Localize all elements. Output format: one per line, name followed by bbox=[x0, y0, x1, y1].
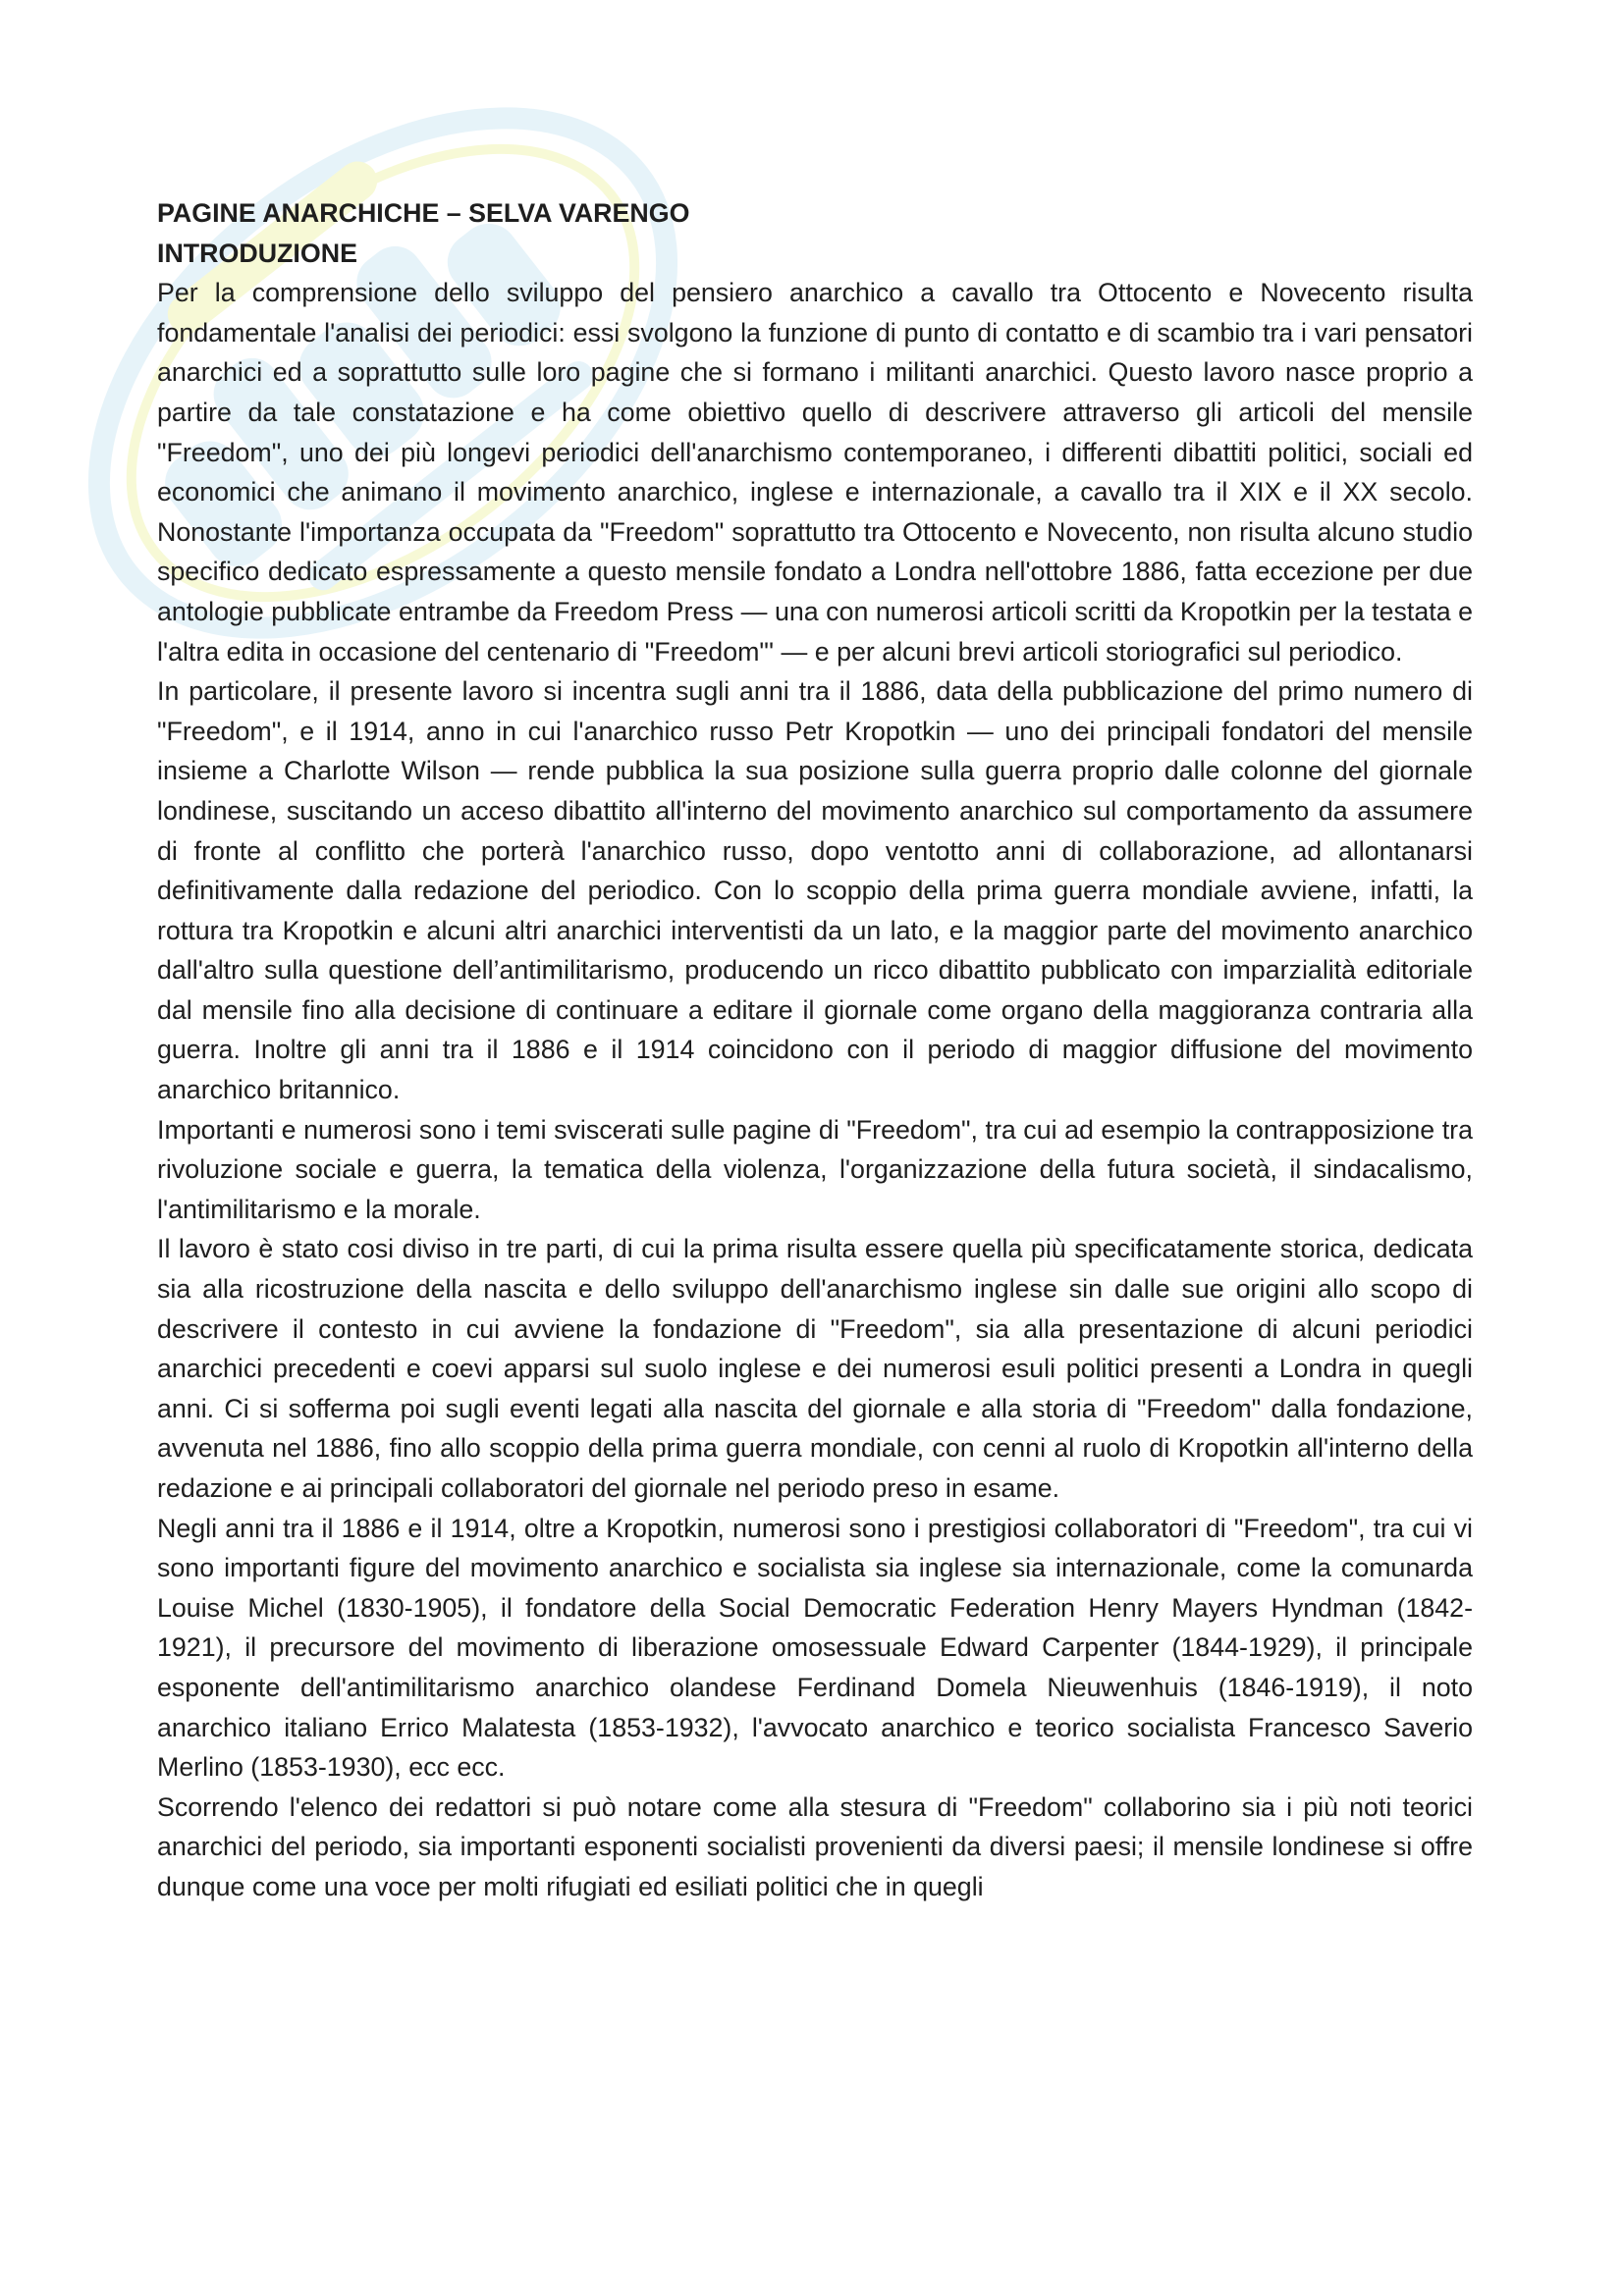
paragraph: Il lavoro è stato cosi diviso in tre parti, di cui la prima risulta essere quella più specificatamente storica, dedicata sia alla ricostruzione della nascita e dello sviluppo dell'anarchismo inglese sin dalle sue origini allo scopo di descrivere il contesto in cui avviene la fondazione di "Freedom", sia alla presentazione di alcuni periodici anarchici precedenti e coevi apparsi sul suolo inglese e dei numerosi esuli politici presenti a Londra in quegli anni. Ci si sofferma poi sugli eventi legati alla nascita del giornale e alla storia di "Freedom" dalla fondazione, avvenuta nel 1886, fino allo scoppio della prima guerra mondiale, con cenni al ruolo di Kropotkin all'interno della redazione e ai principali collaboratori del giornale nel periodo preso in esame. bbox=[157, 1234, 1473, 1503]
document-body bbox=[157, 193, 1473, 1907]
document-title: PAGINE ANARCHICHE – SELVA VARENGO bbox=[157, 198, 690, 228]
paragraph: Scorrendo l'elenco dei redattori si può notare come alla stesura di "Freedom" collaborino sia i più noti teorici anarchici del periodo, sia importanti esponenti socialisti provenienti da diversi paesi; il mensile londinese si offre dunque come una voce per molti rifugiati ed esiliati politici che in quegli bbox=[157, 1791, 1473, 1901]
paragraph: Per la comprensione dello sviluppo del pensiero anarchico a cavallo tra Ottocento e Novecento risulta fondamentale l'analisi dei periodici: essi svolgono la funzione di punto di contatto e di scambio tra i vari pensatori anarchici ed a soprattutto sulle loro pagine che si formano i militanti anarchici. Questo lavoro nasce proprio a partire da tale constatazione e ha come obiettivo quello di descrivere attraverso gli articoli del mensile "Freedom", uno dei più longevi periodici dell'anarchismo contemporaneo, i differenti dibattiti politici, sociali ed economici che animano il movimento anarchico, inglese e internazionale, a cavallo tra il XIX e il XX secolo. Nonostante l'importanza occupata da "Freedom" soprattutto tra Ottocento e Novecento, non risulta alcuno studio specifico dedicato espressamente a questo mensile fondato a Londra nell'ottobre 1886, fatta eccezione per due antologie pubblicate entrambe da Freedom Press — una con numerosi articoli scritti da Kropotkin per la testata e l'altra edita in occasione del centenario di "Freedom"' — e per alcuni brevi articoli storiografici sul periodico. bbox=[157, 278, 1473, 667]
section-heading: INTRODUZIONE bbox=[157, 238, 357, 268]
paragraph: In particolare, il presente lavoro si incentra sugli anni tra il 1886, data della pubblicazione del primo numero di "Freedom", e il 1914, anno in cui l'anarchico russo Petr Kropotkin — uno dei principali fondatori del mensile insieme a Charlotte Wilson — rende pubblica la sua posizione sulla guerra proprio dalle colonne del giornale londinese, suscitando un acceso dibattito all'interno del movimento anarchico sul comportamento da assumere di fronte al conflitto che porterà l'anarchico russo, dopo ventotto anni di collaborazione, ad allontanarsi definitivamente dalla redazione del periodico. Con lo scoppio della prima guerra mondiale avviene, infatti, la rottura tra Kropotkin e alcuni altri anarchici interventisti da un lato, e la maggior parte del movimento anarchico dall'altro sulla questione dell’antimilitarismo, producendo un ricco dibattito pubblicato con imparzialità editoriale dal mensile fino alla decisione di continuare a editare il giornale come organo della maggioranza contraria alla guerra. Inoltre gli anni tra il 1886 e il 1914 coincidono con il periodo di maggior diffusione del movimento anarchico britannico. bbox=[157, 676, 1473, 1105]
paragraph: Negli anni tra il 1886 e il 1914, oltre a Kropotkin, numerosi sono i prestigiosi collaboratori di "Freedom", tra cui vi sono importanti figure del movimento anarchico e socialista sia inglese sia internazionale, come la comunarda Louise Michel (1830-1905), il fondatore della Social Democratic Federation Henry Mayers Hyndman (1842-1921), il precursore del movimento di liberazione omosessuale Edward Carpenter (1844-1929), il principale esponente dell'antimilitarismo anarchico olandese Ferdinand Domela Nieuwenhuis (1846-1919), il noto anarchico italiano Errico Malatesta (1853-1932), l'avvocato anarchico e teorico socialista Francesco Saverio Merlino (1853-1930), ecc ecc. bbox=[157, 1513, 1473, 1783]
paragraph: Importanti e numerosi sono i temi sviscerati sulle pagine di "Freedom", tra cui ad esempio la contrapposizione tra rivoluzione sociale e guerra, la tematica della violenza, l'organizzazione della futura società, il sindacalismo, l'antimilitarismo e la morale. bbox=[157, 1114, 1473, 1224]
